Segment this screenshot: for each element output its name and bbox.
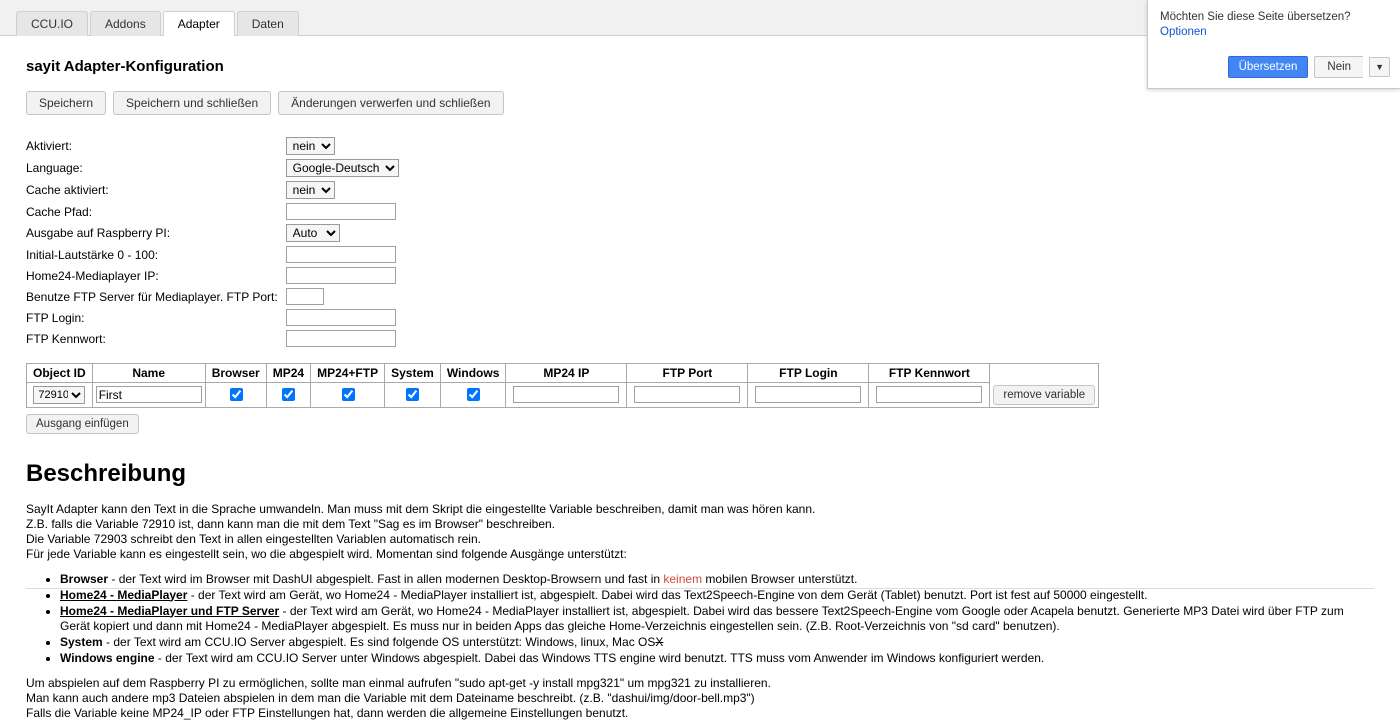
field-ftp-port-cell [286,286,399,307]
footer-line-3: Falls die Variable keine MP24_IP oder FTP Einstellungen hat, dann werden die allgemeine Einstellungen benutzt. [26,705,629,720]
header-name: Name [92,364,205,383]
variables-table-body [27,383,1099,408]
field-language-cell [286,157,399,179]
setting-row-ftp-kennwort [26,328,399,349]
description-intro [26,502,1374,562]
cell-mp24 [266,383,310,408]
input-ftp-port[interactable] [286,288,324,305]
label-ftp-kennwort: FTP Kennwort: [26,331,106,346]
input-home24-ip[interactable] [286,267,396,284]
cell-remove [990,383,1099,408]
cell-name [92,383,205,408]
variables-table [26,363,1099,408]
field-home24-ip-cell [286,265,399,286]
settings-form [26,135,399,349]
bullet-name-windows-engine: Windows engine [60,650,155,665]
cell-object-id [27,383,93,408]
select-aktiviert[interactable] [286,137,335,155]
bullet-name-system: System [60,634,103,649]
intro-line-3: Die Variable 72903 schreibt den Text in allen eingestellten Variablen automatisch rein. [26,531,481,546]
setting-row-aktiviert [26,135,399,157]
field-ftp-kennwort-cell [286,328,399,349]
header-mp24-ftp: MP24+FTP [311,364,385,383]
setting-row-ftp-port [26,286,399,307]
translate-popup-buttons [1160,56,1390,78]
bullet-text-browser-after: mobilen Browser unterstützt. [702,571,858,586]
translate-popup-text [1160,10,1390,40]
field-cache-aktiviert-cell [286,179,399,201]
cell-ftp-login [748,383,869,408]
input-row-ftp-login[interactable] [755,386,861,403]
header-remove-spacer [990,364,1099,383]
header-browser: Browser [205,364,266,383]
label-cache-pfad: Cache Pfad: [26,204,93,219]
list-item [60,572,1374,587]
description-footer [26,676,1374,721]
cell-mp24-ip [506,383,627,408]
intro-line-2: Z.B. falls die Variable 72910 ist, dann kann man die mit dem Text "Sag es im Browser" beschreiben. [26,516,556,531]
list-item [60,635,1374,650]
setting-row-ftp-login [26,307,399,328]
bullet-text-browser-before: - der Text wird im Browser mit DashUI abgespielt. Fast in allen modernen Desktop-Browsern und fast in [108,571,664,586]
field-raspberry-output-cell [286,222,399,244]
toolbar [26,91,1374,115]
setting-row-language [26,157,399,179]
tab-adapter[interactable]: Adapter [163,11,235,36]
cell-mp24-ftp [311,383,385,408]
input-ftp-login[interactable] [286,309,396,326]
header-ftp-kennwort: FTP Kennwort [869,364,990,383]
save-button[interactable]: Speichern [26,91,106,115]
bullet-text-system: - der Text wird am CCU.IO Server abgespielt. Es sind folgende OS unterstützt: Windows, linux, Mac OS [102,634,656,649]
label-ftp-port: Benutze FTP Server für Mediaplayer. FTP Port: [26,289,278,304]
input-variable-name[interactable] [96,386,202,403]
select-cache-aktiviert[interactable] [286,181,335,199]
translate-no-button[interactable]: Nein [1314,56,1363,78]
select-raspberry-output[interactable] [286,224,340,242]
description-title: Beschreibung [26,459,187,487]
input-row-mp24-ip[interactable] [513,386,619,403]
checkbox-system[interactable] [406,388,419,401]
header-ftp-port: FTP Port [627,364,748,383]
add-output-button[interactable]: Ausgang einfügen [26,414,139,434]
table-row [27,383,1099,408]
intro-line-4: Für jede Variable kann es eingestellt sein, wo die abgespielt wird. Momentan sind folgende Ausgänge unterstützt: [26,546,627,561]
tab-addons[interactable]: Addons [90,11,161,36]
bullet-text-mediaplayer: - der Text wird am Gerät, wo Home24 - MediaPlayer installiert ist, abgespielt. Dabei wird das Text2Speech-Engine von dem Gerät (Tablet) benutzt. Port ist fest auf 50000 eingestellt. [187,587,1148,602]
translate-button[interactable]: Übersetzen [1228,56,1309,78]
label-aktiviert: Aktiviert: [26,139,73,153]
chevron-down-icon[interactable]: ▼ [1369,57,1390,77]
header-ftp-login: FTP Login [748,364,869,383]
header-windows: Windows [440,364,506,383]
variables-header-row [27,364,1099,383]
bullet-text-mediaplayer-ftp: - der Text wird am Gerät, wo Home24 - MediaPlayer installiert ist, abgespielt. Dabei wird das bessere Text2Speech-Engine vom Google oder Acapela benutzt. Generierte MP3 Datei wird über FTP zum Gerät kopiert und dann mit Home24 - MediaPlayer abgespielt. Es muss nur in beiden Apps das gleiche Home-Verzeichnis eingestellen sein. (Z.B. Root-Verzeichnis von "sd card" benutzen). [60,603,1344,633]
setting-row-home24-ip [26,265,399,286]
cell-ftp-port [627,383,748,408]
input-row-ftp-port[interactable] [634,386,740,403]
select-object-id[interactable] [33,386,85,404]
field-initial-volume-cell [286,244,399,265]
bullet-text-browser-red: keinem [663,571,703,586]
checkbox-windows[interactable] [467,388,480,401]
label-language: Language: [26,161,83,175]
bullet-name-mediaplayer: Home24 - MediaPlayer [60,587,188,602]
footer-line-1: Um abspielen auf dem Raspberry PI zu ermöglichen, sollte man einmal aufrufen "sudo apt-get -y install mpg321" um mpg321 zu installieren. [26,675,771,690]
save-and-close-button[interactable]: Speichern und schließen [113,91,271,115]
setting-row-cache-pfad [26,201,399,222]
translate-popup [1147,0,1400,89]
adapter-config-page [0,36,1400,721]
header-system: System [385,364,441,383]
label-ftp-login: FTP Login: [26,310,85,325]
page-bottom-divider [26,588,1374,613]
header-object-id: Object ID [27,364,93,383]
tab-daten[interactable]: Daten [237,11,299,36]
output-types-list [26,572,1374,666]
field-ftp-login-cell [286,307,399,328]
list-item [60,651,1374,666]
cell-browser [205,383,266,408]
bullet-text-system-strike: X [655,634,664,649]
input-row-ftp-kennwort[interactable] [876,386,982,403]
checkbox-mp24[interactable] [282,388,295,401]
setting-row-initial-volume [26,244,399,265]
intro-line-1: SayIt Adapter kann den Text in die Sprache umwandeln. Man muss mit dem Skript die eingestellte Variable beschreiben, damit man was hören kann. [26,501,816,516]
field-cache-pfad-cell [286,201,399,222]
translate-popup-question: Möchten Sie diese Seite übersetzen? [1160,11,1351,23]
discard-and-close-button[interactable]: Änderungen verwerfen und schließen [278,91,503,115]
input-cache-pfad[interactable] [286,203,396,220]
cell-windows [440,383,506,408]
field-aktiviert-cell [286,135,399,157]
tab-ccuio[interactable]: CCU.IO [16,11,88,36]
bullet-name-browser: Browser [60,571,109,586]
label-initial-volume: Initial-Lautstärke 0 - 100: [26,247,159,262]
variables-table-head [27,364,1099,383]
header-mp24-ip: MP24 IP [506,364,627,383]
translate-options-link[interactable]: Optionen [1160,25,1207,38]
input-ftp-kennwort[interactable] [286,330,396,347]
cell-system [385,383,441,408]
page-title: sayit Adapter-Konfiguration [26,58,224,75]
select-language[interactable] [286,159,399,177]
label-home24-ip: Home24-Mediaplayer IP: [26,268,159,283]
checkbox-mp24-ftp[interactable] [342,388,355,401]
bullet-name-mediaplayer-ftp: Home24 - MediaPlayer und FTP Server [60,603,280,618]
header-mp24: MP24 [266,364,310,383]
bullet-text-windows-engine: - der Text wird am CCU.IO Server unter Windows abgespielt. Dabei das Windows TTS engine wird benutzt. TTS muss vom Anwender im Windows konfiguriert werden. [154,650,1045,665]
setting-row-raspberry-output [26,222,399,244]
remove-variable-button[interactable]: remove variable [993,385,1095,405]
checkbox-browser[interactable] [230,388,243,401]
input-initial-volume[interactable] [286,246,396,263]
cell-ftp-kennwort [869,383,990,408]
setting-row-cache-aktiviert [26,179,399,201]
label-cache-aktiviert: Cache aktiviert: [26,183,109,197]
label-raspberry-output: Ausgabe auf Raspberry PI: [26,226,171,240]
footer-line-2: Man kann auch andere mp3 Dateien abspielen in dem man die Variable mit dem Dateiname beschreibt. (z.B. "dashui/img/door-bell.mp3") [26,690,755,705]
